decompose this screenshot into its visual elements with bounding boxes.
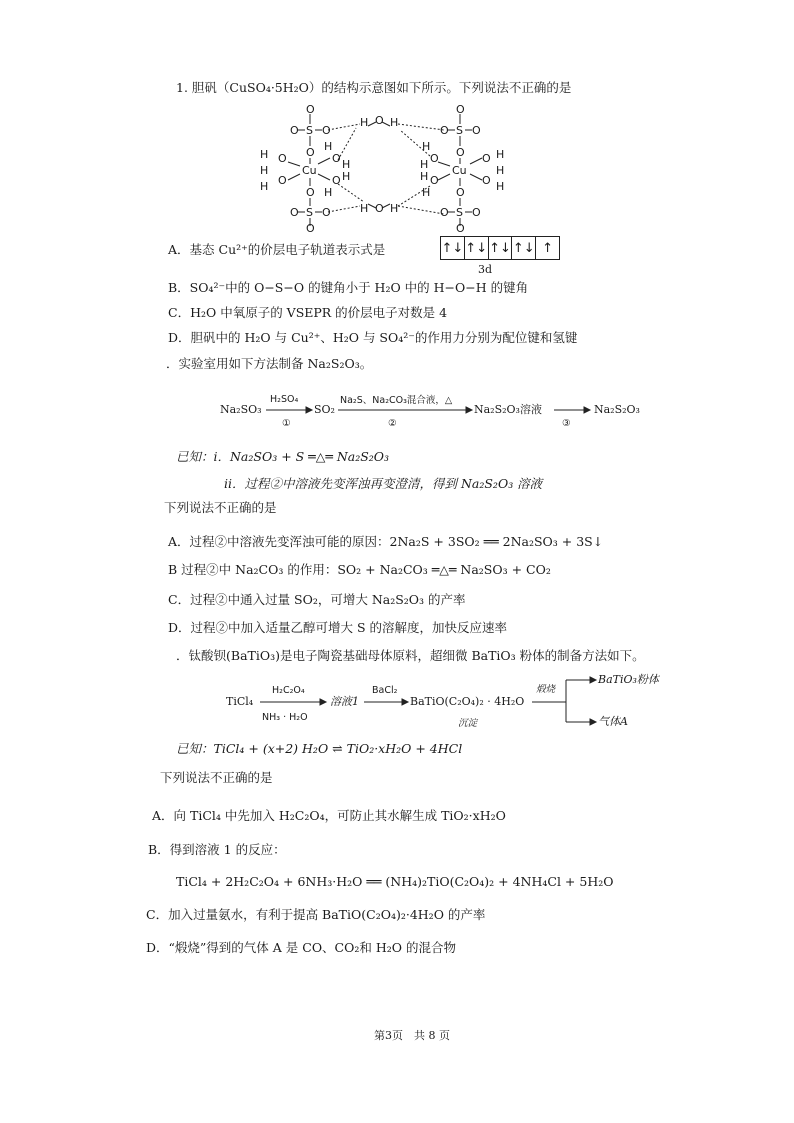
q2-known-i: 已知：i．Na₂SO₃ + S ═△═ Na₂S₂O₃ <box>176 449 390 464</box>
q1-option-c: C．H₂O 中氧原子的 VSEPR 的价层电子对数是 4 <box>168 305 448 320</box>
atom-label: O <box>375 114 384 127</box>
atom-label: H <box>420 158 429 171</box>
atom-label: H <box>496 180 505 193</box>
atom-label: H <box>260 180 269 193</box>
q2-question: 下列说法不正确的是 <box>164 500 277 515</box>
orbital-cell: ↑↓ <box>441 237 465 259</box>
atom-label: O <box>290 206 299 219</box>
atom-label: Cu <box>302 164 317 177</box>
atom-label: O <box>322 124 331 137</box>
q3-question: 下列说法不正确的是 <box>160 770 273 785</box>
flow-reagent: H₂C₂O₄ <box>272 685 305 696</box>
atom-label: O <box>306 186 315 199</box>
atom-label: O <box>482 174 491 187</box>
flow-node: 气体A <box>598 715 628 728</box>
page-footer: 第3页 共 8 页 <box>374 1029 450 1042</box>
q3-option-c: C．加入过量氨水，有利于提高 BaTiO(C₂O₄)₂·4H₂O 的产率 <box>146 907 486 922</box>
atom-label: S <box>456 206 463 219</box>
atom-label: O <box>440 124 449 137</box>
q1-option-b: B．SO₄²⁻中的 O−S−O 的键角小于 H₂O 中的 H−O−H 的键角 <box>168 280 529 295</box>
atom-label: O <box>482 152 491 165</box>
atom-label: S <box>306 124 313 137</box>
atom-label: H <box>324 140 333 153</box>
flow-reagent: Na₂S、Na₂CO₃混合液，△ <box>340 395 453 406</box>
atom-label: H <box>260 148 269 161</box>
atom-label: O <box>306 103 315 116</box>
atom-label: O <box>306 146 315 159</box>
q3-stem: ．钛酸钡(BaTiO₃)是电子陶瓷基础母体原料，超细微 BaTiO₃ 粉体的制备方法如下。 <box>176 648 645 663</box>
flow-reagent: NH₃ · H₂O <box>262 712 308 723</box>
q2-option-d: D．过程②中加入适量乙醇可增大 S 的溶解度，加快反应速率 <box>168 620 508 635</box>
orbital-cell: ↑↓ <box>489 237 513 259</box>
flow-node: 溶液1 <box>330 695 359 708</box>
q2-known-ii: ii．过程②中溶液先变浑浊再变澄清，得到 Na₂S₂O₃ 溶液 <box>224 476 543 491</box>
q3-option-d: D．“煅烧”得到的气体 A 是 CO、CO₂和 H₂O 的混合物 <box>146 940 456 955</box>
atom-label: O <box>332 152 341 165</box>
atom-label: O <box>278 174 287 187</box>
atom-label: O <box>322 206 331 219</box>
atom-label: H <box>390 116 399 129</box>
flow-reagent: 煅烧 <box>536 684 556 695</box>
flow-node: TiCl₄ <box>226 695 254 708</box>
atom-label: O <box>456 222 465 232</box>
q1-option-a: A．基态 Cu²⁺的价层电子轨道表示式是 <box>168 242 386 257</box>
atom-label: O <box>430 174 439 187</box>
atom-label: H <box>260 164 269 177</box>
flow-node: BaTiO(C₂O₄)₂ · 4H₂O <box>410 695 525 708</box>
flow-node: Na₂S₂O₃ <box>594 403 640 416</box>
q3-option-b-equation: TiCl₄ + 2H₂C₂O₄ + 6NH₃·H₂O ══ (NH₄)₂TiO(C₂O₄)₂ + 4NH₄Cl + 5H₂O <box>176 874 614 889</box>
q3-known: 已知：TiCl₄ + (x+2) H₂O ⇌ TiO₂·xH₂O + 4HCl <box>176 741 463 756</box>
atom-label: H <box>496 164 505 177</box>
atom-label: O <box>472 206 481 219</box>
flow-node: BaTiO₃粉体 <box>598 673 659 686</box>
orbital-label: 3d <box>478 263 493 276</box>
atom-label: H <box>360 116 369 129</box>
atom-label: O <box>456 103 465 116</box>
flow-reagent: BaCl₂ <box>372 685 398 696</box>
orbital-cell: ↑↓ <box>512 237 536 259</box>
atom-label: O <box>306 222 315 232</box>
q2-option-b: B 过程②中 Na₂CO₃ 的作用：SO₂ + Na₂CO₃ ═△═ Na₂SO₃ + CO₂ <box>168 562 551 577</box>
q3-option-b: B．得到溶液 1 的反应： <box>148 842 286 857</box>
flow-step: ③ <box>562 418 571 429</box>
q2-stem: ．实验室用如下方法制备 Na₂S₂O₃。 <box>166 356 373 371</box>
atom-label: O <box>440 206 449 219</box>
flow-step: ② <box>388 418 397 429</box>
flow-arrows <box>0 0 794 440</box>
flow-step: ① <box>282 418 291 429</box>
q1-stem: 1. 胆矾（CuSO₄·5H₂O）的结构示意图如下所示。下列说法不正确的是 <box>176 80 572 95</box>
flow-note: 沉淀 <box>458 718 478 729</box>
atom-label: O <box>278 152 287 165</box>
atom-label: S <box>456 124 463 137</box>
atom-label: H <box>420 170 429 183</box>
atom-label: H <box>360 202 369 215</box>
q2-option-c: C．过程②中通入过量 SO₂，可增大 Na₂S₂O₃ 的产率 <box>168 592 466 607</box>
orbital-cell: ↑ <box>542 240 554 256</box>
flow-arrows <box>0 640 794 740</box>
q2-option-a: A．过程②中溶液先变浑浊可能的原因：2Na₂S + 3SO₂ ══ 2Na₂SO₃ + 3S↓ <box>168 534 604 549</box>
atom-label: O <box>472 124 481 137</box>
atom-label: H <box>390 202 399 215</box>
orbital-cell: ↑↓ <box>465 237 489 259</box>
q3-option-a: A．向 TiCl₄ 中先加入 H₂C₂O₄，可防止其水解生成 TiO₂·xH₂O <box>152 808 506 823</box>
atom-label: O <box>375 202 384 215</box>
flow-node: Na₂SO₃ <box>220 403 262 416</box>
atom-label: Cu <box>452 164 467 177</box>
atom-label: H <box>422 186 431 199</box>
atom-label: O <box>332 174 341 187</box>
flow-node: Na₂S₂O₃溶液 <box>474 403 542 416</box>
flow-reagent: H₂SO₄ <box>270 394 299 405</box>
atom-label: O <box>430 152 439 165</box>
q1-option-d: D．胆矾中的 H₂O 与 Cu²⁺、H₂O 与 SO₄²⁻的作用力分别为配位键和氢键 <box>168 330 578 345</box>
atom-label: H <box>342 170 351 183</box>
atom-label: H <box>324 186 333 199</box>
atom-label: S <box>306 206 313 219</box>
atom-label: O <box>456 146 465 159</box>
atom-label: H <box>342 158 351 171</box>
atom-label: H <box>496 148 505 161</box>
atom-label: O <box>290 124 299 137</box>
atom-label: O <box>456 186 465 199</box>
flow-node: SO₂ <box>314 403 335 416</box>
atom-label: H <box>422 140 431 153</box>
